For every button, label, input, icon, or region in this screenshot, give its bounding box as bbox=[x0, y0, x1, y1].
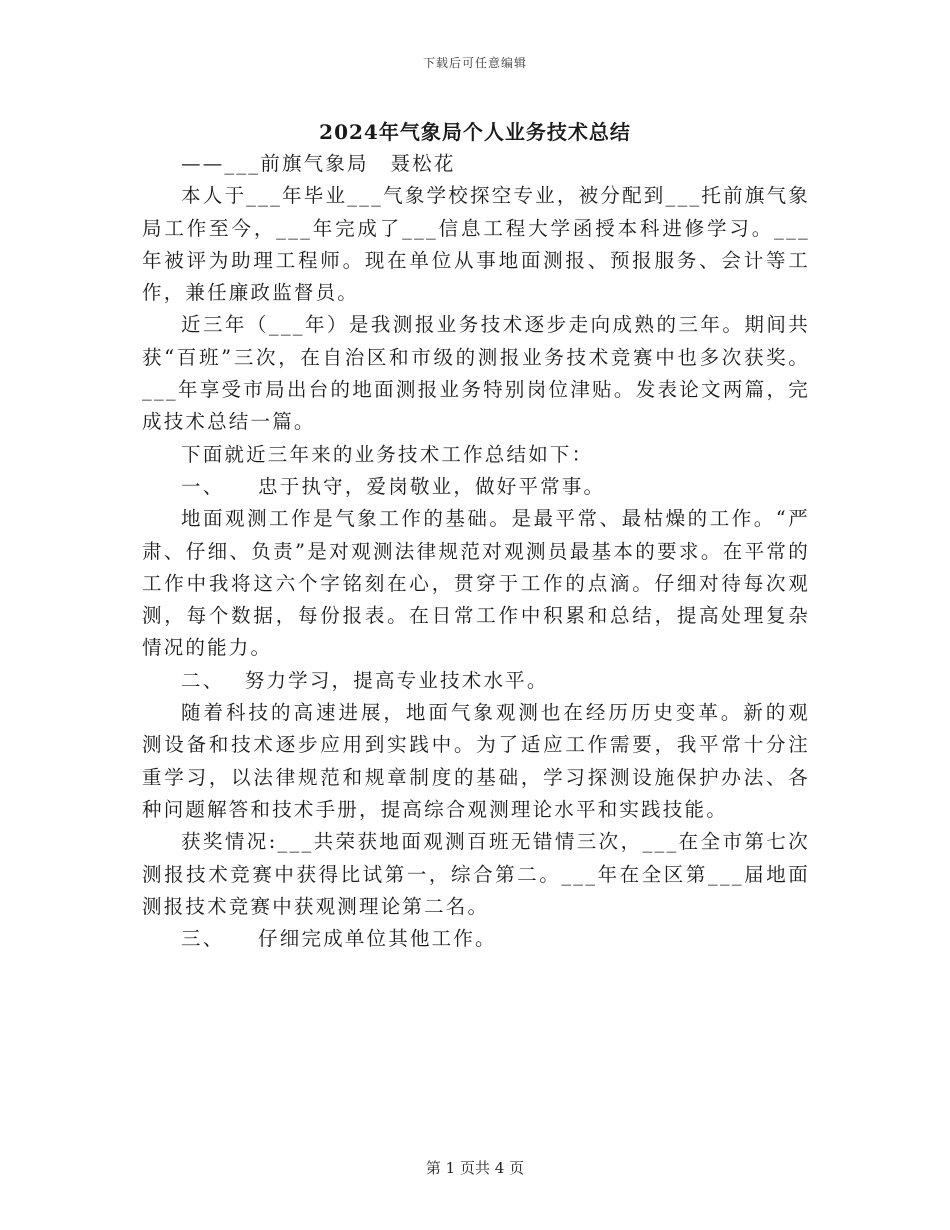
paragraph: 地面观测工作是气象工作的基础。是最平常、最枯燥的工作。“严肃、仔细、负责”是对观测法律规范对观测员最基本的要求。在平常的工作中我将这六个字铭刻在心，贯穿于工作的点滴。仔细对待每次观测，每个数据，每份报表。在日常工作中积累和总结，提高处理复杂情况的能力。 bbox=[142, 507, 810, 660]
paragraph: 获奖情况:___共荣获地面观测百班无错情三次，___在全市第七次测报技术竞赛中获得比试第一，综合第二。___年在全区第___届地面测报技术竞赛中获观测理论第二名。 bbox=[142, 830, 810, 918]
section-heading: 一、 忠于执守，爱岗敬业，做好平常事。 bbox=[181, 474, 606, 498]
paragraph: 下面就近三年来的业务技术工作总结如下： bbox=[181, 442, 594, 466]
document-body bbox=[142, 148, 810, 955]
page-number: 第 1 页共 4 页 bbox=[425, 1159, 525, 1177]
paragraph: 本人于___年毕业___气象学校探空专业，被分配到___托前旗气象局工作至今，___年完成了___信息工程大学函授本科进修学习。___年被评为助理工程师。现在单位从事地面测报、预报服务、会计等工作，兼任廉政监督员。 bbox=[142, 184, 810, 305]
byline: ——___前旗气象局 聂松花 bbox=[181, 152, 456, 175]
paragraph: 随着科技的高速进展，地面气象观测也在经历历史变革。新的观测设备和技术逐步应用到实践中。为了适应工作需要，我平常十分注重学习，以法律规范和规章制度的基础，学习探测设施保护办法、各种问题解答和技术手册，提高综合观测理论水平和实践技能。 bbox=[142, 701, 810, 821]
document-title: 2024年气象局个人业务技术总结 bbox=[319, 120, 631, 144]
paragraph: 近三年（___年）是我测报业务技术逐步走向成熟的三年。期间共获“百班”三次，在自治区和市级的测报业务技术竞赛中也多次获奖。___年享受市局出台的地面测报业务特别岗位津贴。发表论文两篇，完成技术总结一篇。 bbox=[142, 313, 810, 434]
section-heading: 三、 仔细完成单位其他工作。 bbox=[181, 927, 497, 951]
page-header: 下载后可任意编辑 bbox=[422, 56, 527, 70]
section-heading: 二、 努力学习，提高专业技术水平。 bbox=[181, 668, 549, 692]
